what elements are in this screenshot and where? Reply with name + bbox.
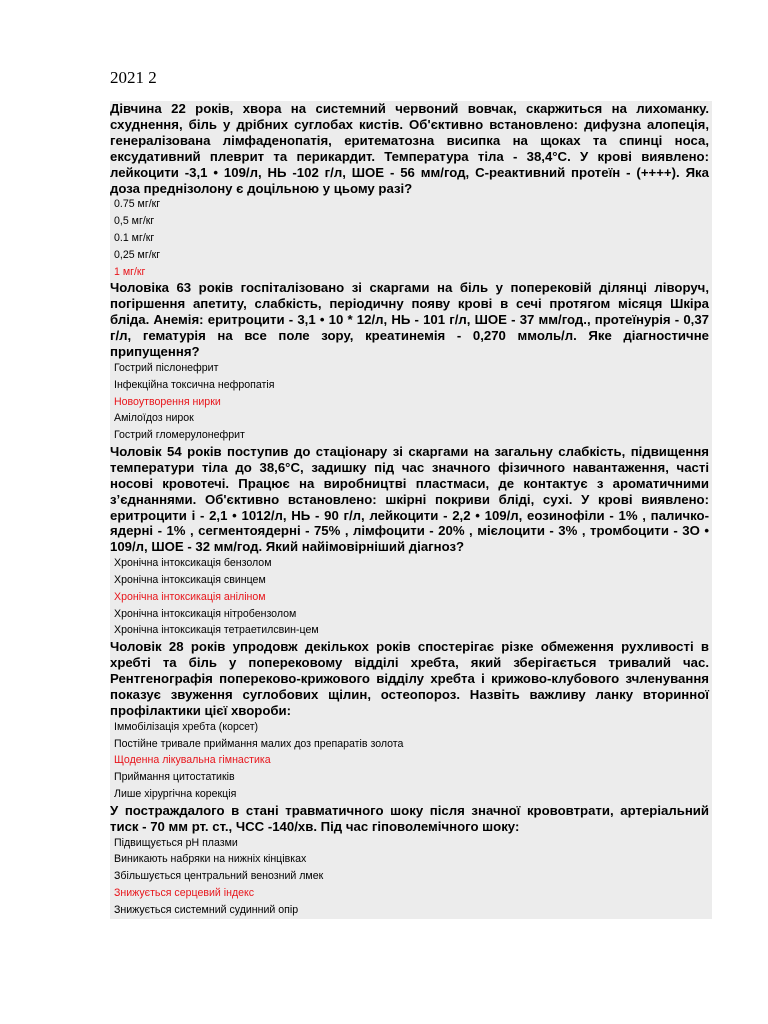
answer-option-correct: Хронічна інтоксикація аніліном (110, 589, 712, 606)
answer-list (110, 835, 712, 919)
answer-option-correct: Знижується серцевий індекс (110, 885, 712, 902)
answer-list (110, 719, 712, 803)
question-1 (110, 101, 712, 280)
answer-option: Хронічна інтоксикація свинцем (110, 572, 712, 589)
answer-option: Інфекційна токсична нефропатія (110, 377, 712, 394)
answer-option: Постійне тривале приймання малих доз препаратів золота (110, 736, 712, 753)
answer-option: Підвищується рН плазми (110, 835, 712, 852)
question-4 (110, 639, 712, 803)
answer-list (110, 360, 712, 444)
answer-option: Гострий гломерулонефрит (110, 427, 712, 444)
answer-list (110, 196, 712, 280)
answer-option-correct: 1 мг/кг (110, 264, 712, 281)
question-3 (110, 444, 712, 639)
question-text: У постраждалого в стані травматичного шоку після значної крововтрати, артеріальний тиск - 70 мм рт. ст., ЧСС -140/хв. Під час гіповолемічного шоку: (110, 803, 712, 835)
answer-option: Приймання цитостатиків (110, 769, 712, 786)
answer-option: Амілоїдоз нирок (110, 410, 712, 427)
question-text: Чоловіка 63 років госпіталізовано зі скаргами на біль у поперековій ділянці ліворуч, погіршення апетиту, слабкість, періодичну появу крові в сечі протягом місяця Шкіра бліда. Анемія: еритроцити - 3,1 • 10 * 12/л, НЬ - 101 г/л, ШОЕ - 37 мм/год., протеїнурія - 0,37 г/л, гематурія на все поле зору, креатинемія - 0,270 ммоль/л. Яке діагностичне припущення? (110, 280, 712, 360)
answer-option: Хронічна інтоксикація тетраетилсвин-цем (110, 622, 712, 639)
answer-option: Лише хірургічна корекція (110, 786, 712, 803)
answer-option: 0.1 мг/кг (110, 230, 712, 247)
answer-option-correct: Новоутворення нирки (110, 394, 712, 411)
question-list (110, 101, 712, 919)
answer-option-correct: Щоденна лікувальна гімнастика (110, 752, 712, 769)
question-5 (110, 803, 712, 919)
answer-option: Знижується системний судинний опір (110, 902, 712, 919)
document-title: 2021 2 (110, 68, 157, 87)
answer-option: Гострий післонефрит (110, 360, 712, 377)
question-text: Чоловік 54 років поступив до стаціонару зі скаргами на загальну слабкість, підвищення температури тіла до 38,6°С, задишку під час значного фізичного навантаження, часті носові кровотечі. Працює на виробництві пластмаси, де контактує з ароматичними з’єднаннями. Об'єктивно встановлено: шкірні покриви бліді, сухі. У крові виявлено: еритроцити і - 2,1 • 1012/л, НЬ - 90 г/л, лейкоцити - 2,2 • 109/л, еозинофіли - 1% , паличко-ядерні - 1% , сегментоядерні - 75% , лімфоцити - 20% , мієлоцити - 3% , тромбоцити - 3О • 109/л, ШОЕ - 32 мм/год. Який найімовірніший діагноз? (110, 444, 712, 555)
answer-option: 0,5 мг/кг (110, 213, 712, 230)
answer-list (110, 555, 712, 639)
answer-option: Збільшується центральний венозний лмек (110, 868, 712, 885)
answer-option: Виникають набряки на нижніх кінцівках (110, 851, 712, 868)
answer-option: Хронічна інтоксикація нітробензолом (110, 606, 712, 623)
question-2 (110, 280, 712, 444)
answer-option: 0.75 мг/кг (110, 196, 712, 213)
answer-option: Хронічна інтоксикація бензолом (110, 555, 712, 572)
question-text: Дівчина 22 років, хвора на системний червоний вовчак, скаржиться на лихоманку. схуднення, біль у дрібних суглобах кистів. Об'єктивно встановлено: дифузна алопеція, генералізована лімфаденопатія, еритематозна висипка на щоках та спинці носа, ексудативний плеврит та перикардит. Температура тіла - 38,4°С. У крові виявлено: лейкоцити -3,1 • 109/л, НЬ -102 г/л, ШОЕ - 56 мм/год, С-реактивний протеїн - (++++). Яка доза преднізолону є доцільною у цьому разі? (110, 101, 712, 196)
answer-option: 0,25 мг/кг (110, 247, 712, 264)
answer-option: Іммобілізація хребта (корсет) (110, 719, 712, 736)
question-text: Чоловік 28 років упродовж декількох років спостерігає різке обмеження рухливості в хребті та біль у поперековому відділі хребта, який зберігається тривалий час. Рентгенографія попереково-крижового відділу хребта і крижово-клубового зчленування показує звуження суглобових щілин, остеопороз. Назвіть важливу ланку вторинної профілактики цієї хвороби: (110, 639, 712, 719)
